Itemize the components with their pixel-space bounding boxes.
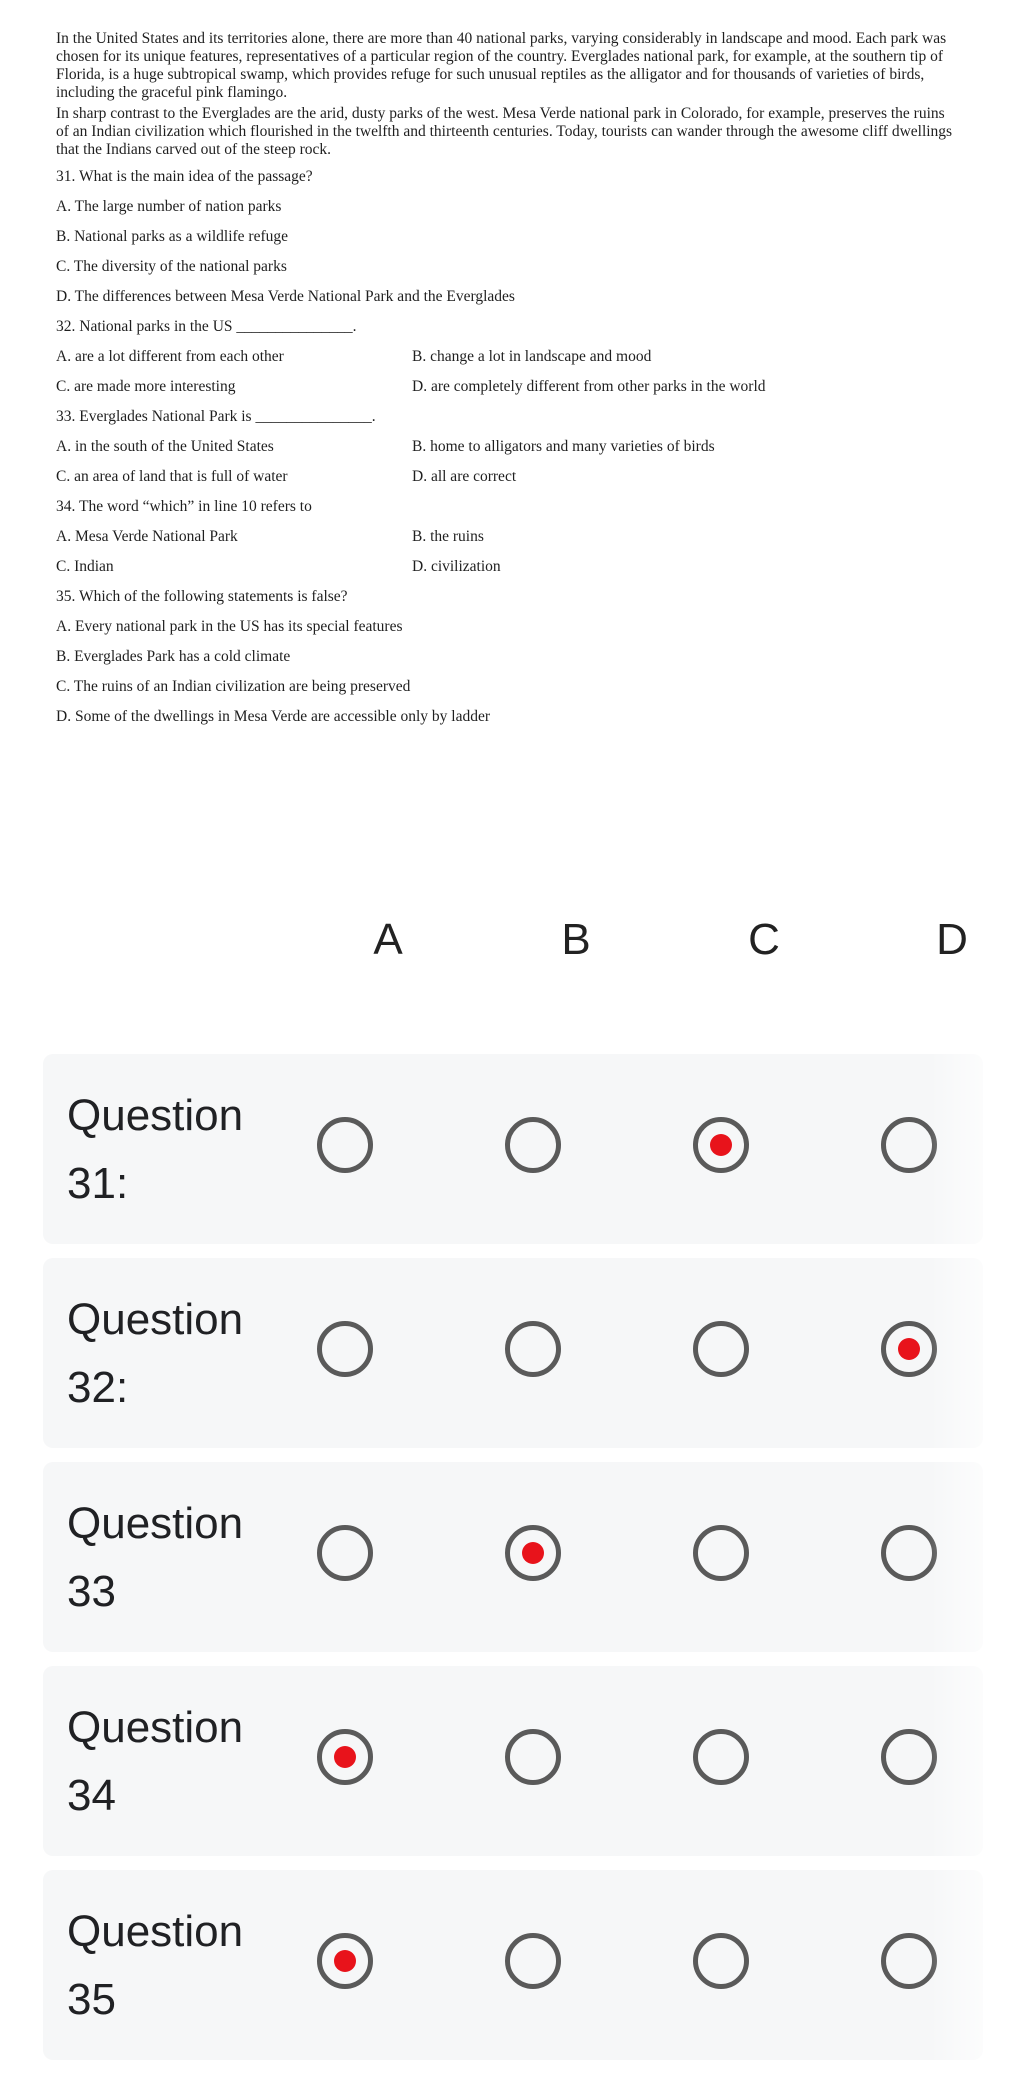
option-row [56,462,956,492]
selected-dot [334,1746,356,1768]
answer-option: D. The differences between Mesa Verde National Park and the Everglades [56,287,515,305]
answer-option: A. are a lot different from each other [56,347,284,365]
question-stem: 32. National parks in the US _______________. [56,317,357,335]
column-b-label: B [561,915,591,964]
question-stem: 31. What is the main idea of the passage? [56,167,313,185]
question-list [56,162,956,732]
question-row [43,1666,983,1856]
answer-option: B. home to alligators and many varieties of birds [412,437,715,455]
radio-option-a[interactable] [317,1117,373,1173]
question-row [43,1054,983,1244]
question-label: Question 32: [67,1295,244,1412]
radio-option-a[interactable] [317,1525,373,1581]
radio-option-c[interactable] [693,1117,749,1173]
answer-column-header [0,915,1024,1005]
question-stem: 33. Everglades National Park is _______________. [56,407,376,425]
question-label: Question 35 [67,1907,244,2024]
radio-option-b[interactable] [505,1321,561,1377]
answer-option: D. all are correct [412,467,517,485]
question-label: Question 31: [67,1091,244,1208]
option-row [56,522,956,552]
radio-option-c[interactable] [693,1729,749,1785]
question-stem: 35. Which of the following statements is false? [56,587,348,605]
selected-dot [522,1542,544,1564]
column-a-label: A [373,915,403,964]
answer-option: B. National parks as a wildlife refuge [56,227,288,245]
question-stem: 34. The word “which” in line 10 refers to [56,497,312,515]
column-c-label: C [748,915,780,964]
radio-option-d[interactable] [881,1117,937,1173]
radio-option-a[interactable] [317,1729,373,1785]
radio-option-b[interactable] [505,1525,561,1581]
answer-grid [43,1054,983,2074]
radio-option-a[interactable] [317,1321,373,1377]
radio-option-c[interactable] [693,1321,749,1377]
answer-option: A. Mesa Verde National Park [56,527,238,545]
radio-option-b[interactable] [505,1933,561,1989]
question-row [43,1462,983,1652]
passage-paragraph-2: In sharp contrast to the Everglades are the arid, dusty parks of the west. Mesa Verde national park in Colorado, for example, preserves the ruins of an Indian civilization which flourished in the twelfth and thirteenth centuries. Today, tourists can wander through the awesome cliff dwellings that the Indians carved out of the steep rock. [56,104,953,158]
answer-option: C. The ruins of an Indian civilization are being preserved [56,677,411,695]
question-row [43,1258,983,1448]
radio-option-c[interactable] [693,1933,749,1989]
answer-option: D. Some of the dwellings in Mesa Verde are accessible only by ladder [56,707,491,725]
option-row [56,552,956,582]
radio-option-d[interactable] [881,1321,937,1377]
reading-passage [56,30,956,732]
radio-option-b[interactable] [505,1117,561,1173]
option-row [56,432,956,462]
question-label: Question 34 [67,1703,244,1820]
answer-option: C. are made more interesting [56,377,236,395]
radio-option-b[interactable] [505,1729,561,1785]
answer-option: D. are completely different from other parks in the world [412,377,766,395]
option-row [56,372,956,402]
question-row [43,1870,983,2060]
answer-option: A. The large number of nation parks [56,197,282,215]
radio-option-d[interactable] [881,1525,937,1581]
option-row [56,342,956,372]
selected-dot [898,1338,920,1360]
answer-option: B. Everglades Park has a cold climate [56,647,291,665]
answer-option: B. change a lot in landscape and mood [412,347,652,365]
answer-option: B. the ruins [412,527,484,545]
radio-option-d[interactable] [881,1933,937,1989]
answer-option: A. in the south of the United States [56,437,274,455]
column-d-label: D [936,915,968,964]
answer-option: D. civilization [412,557,501,575]
answer-option: C. The diversity of the national parks [56,257,287,275]
radio-option-a[interactable] [317,1933,373,1989]
radio-option-d[interactable] [881,1729,937,1785]
answer-option: C. Indian [56,557,114,575]
answer-option: C. an area of land that is full of water [56,467,288,485]
question-label: Question 33 [67,1499,244,1616]
answer-option: A. Every national park in the US has its special features [56,617,403,635]
radio-option-c[interactable] [693,1525,749,1581]
passage-paragraph-1: In the United States and its territories alone, there are more than 40 national parks, varying considerably in landscape and mood. Each park was chosen for its unique features, representatives of a particular region of the country. Everglades national park, for example, at the southern tip of Florida, is a huge subtropical swamp, which provides refuge for such unusual reptiles as the alligator and for thousands of varieties of birds, including the graceful pink flamingo. [56,30,947,101]
selected-dot [710,1134,732,1156]
selected-dot [334,1950,356,1972]
